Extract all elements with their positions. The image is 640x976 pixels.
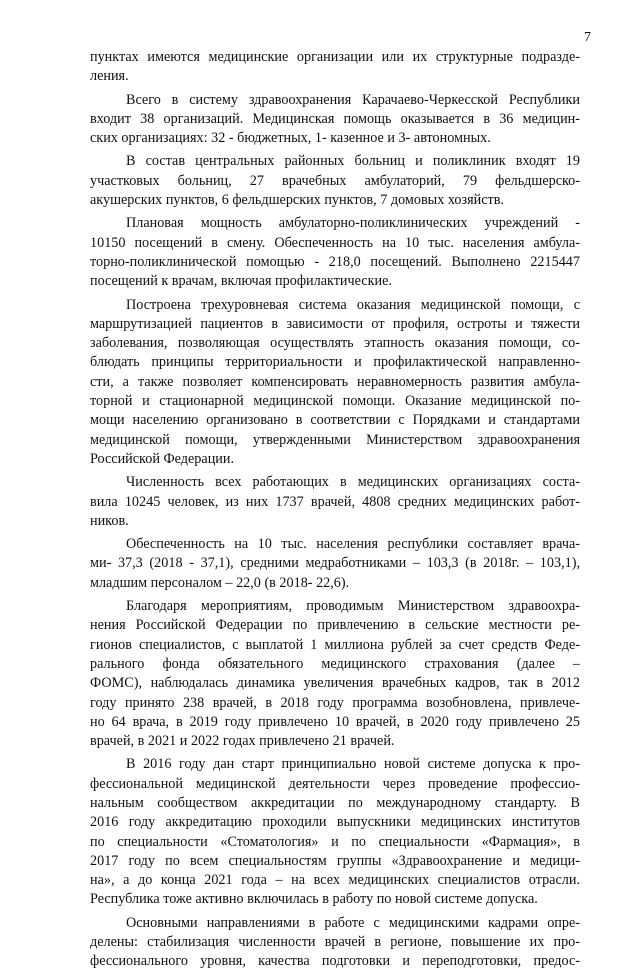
text-line: 2017 году по всем специальностям группы «Здравоохранение и медици- — [90, 852, 580, 869]
paragraph — [90, 535, 580, 593]
text-line: торно-поликлинической помощью - 218,0 посещений. Выполнено 2215447 — [90, 253, 580, 270]
paragraph — [90, 473, 580, 531]
text-line: ФОМС), наблюдалась динамика увеличения врачебных кадров, так в 2012 — [90, 675, 580, 692]
text-line: мощи населению организовано в соответствии с Порядками и стандартами — [90, 412, 580, 429]
text-line: ских организациях: 32 - бюджетных, 1- казенное и 3- автономных. — [90, 130, 491, 147]
paragraph — [90, 91, 580, 149]
text-line: Всего в систему здравоохранения Карачаево-Черкесской Республики — [126, 91, 580, 108]
text-line: нальным сообществом аккредитации по международному стандарту. В — [90, 794, 580, 811]
paragraph — [90, 152, 580, 210]
text-line: входит 38 организаций. Медицинская помощь оказывается в 36 медицин- — [90, 110, 580, 127]
text-line: но 64 врача, в 2019 году привлечено 10 врачей, в 2020 году привлечено 25 — [90, 713, 580, 730]
paragraph — [90, 755, 580, 909]
text-line: 10150 посещений в смену. Обеспеченность на 10 тыс. населения амбула- — [90, 234, 580, 251]
text-line: на», а до конца 2021 года – на всех медицинских специалистов отрасли. — [90, 872, 580, 889]
text-line: младшим персоналом – 22,0 (в 2018- 22,6). — [90, 574, 350, 591]
paragraph — [90, 597, 580, 751]
text-line: нения Российской Федерации по привлечению в сельские местности ре- — [90, 617, 580, 634]
text-line: Республика тоже активно включилась в работу по новой системе допуска. — [90, 891, 538, 908]
text-line: участковых больниц, 27 врачебных амбулаторий, 79 фельдшерско- — [90, 172, 580, 189]
text-line: Российской Федерации. — [90, 450, 235, 467]
text-line: Построена трехуровневая система оказания медицинской помощи, с — [126, 296, 580, 313]
text-line: Численность всех работающих в медицинских организациях соста- — [126, 474, 580, 491]
paragraph — [90, 214, 580, 291]
text-line: Благодаря мероприятиям, проводимым Министерством здравоохра- — [126, 598, 580, 615]
text-line: врачей, в 2021 и 2022 годах привлечено 21 врачей. — [90, 733, 395, 750]
body-text — [90, 48, 580, 976]
text-line: гионов специалистов, с выплатой 1 миллиона рублей за счет средств Феде- — [90, 636, 580, 653]
text-line: фессионального уровня, качества подготовки и переподготовки, предос- — [90, 953, 580, 970]
text-line: 2016 году аккредитацию проходили выпускники медицинских институтов — [90, 814, 580, 831]
text-line: вила 10245 человек, из них 1737 врачей, 4808 средних медицинских работ- — [90, 493, 580, 510]
text-line: заболевания, позволяющая осуществлять этапность оказания помощи, со- — [90, 335, 580, 352]
text-line: ников. — [90, 512, 129, 529]
text-line: пунктах имеются медицинские организации или их структурные подразде- — [90, 49, 580, 65]
paragraph — [90, 914, 580, 972]
text-line: делены: стабилизация численности врачей в регионе, повышение их про- — [90, 934, 580, 951]
text-line: рального фонда обязательного медицинского страхования (далее – — [90, 655, 580, 672]
text-line: В состав центральных районных больниц и поликлиник входят 19 — [126, 153, 580, 170]
paragraph — [90, 296, 580, 470]
text-line: Плановая мощность амбулаторно-поликлинических учреждений - — [126, 215, 580, 232]
text-line: посещений к врачам, включая профилактические. — [90, 273, 392, 290]
text-line: сти, а также позволяет компенсировать неравномерность развития амбула- — [90, 373, 580, 390]
text-line: году принято 238 врачей, в 2018 году программа возобновлена, привлече- — [90, 694, 580, 711]
text-line: акушерских пунктов, 6 фельдшерских пунктов, 7 домовых хозяйств. — [90, 192, 504, 209]
text-line: В 2016 году дан старт принципиально новой системе допуска к про- — [126, 756, 580, 773]
text-line: по специальности «Стоматология» и по специальности «Фармация», в — [90, 833, 580, 850]
text-line: блюдать принципы территориальности и профилактической направленно- — [90, 354, 580, 371]
text-line: Основными направлениями в работе с медицинскими кадрами опре- — [126, 914, 580, 931]
text-line: торной и стационарной медицинской помощи. Оказание медицинской по- — [90, 393, 580, 410]
text-line: Обеспеченность на 10 тыс. населения республики составляет врача- — [126, 536, 580, 553]
text-line: фессиональной медицинской деятельности через проведение профессио- — [90, 775, 580, 792]
text-line: ми- 37,3 (2018 - 37,1), средними медработниками – 103,3 (в 2018г. – 103,1), — [90, 555, 580, 572]
text-line: медицинской помощи, утвержденными Министерством здравоохранения — [90, 431, 580, 448]
text-line: ления. — [90, 68, 129, 85]
paragraph — [90, 48, 580, 87]
page-number: 7 — [584, 30, 591, 45]
text-line: маршрутизацией пациентов в зависимости от профиля, остроты и тяжести — [90, 315, 580, 332]
